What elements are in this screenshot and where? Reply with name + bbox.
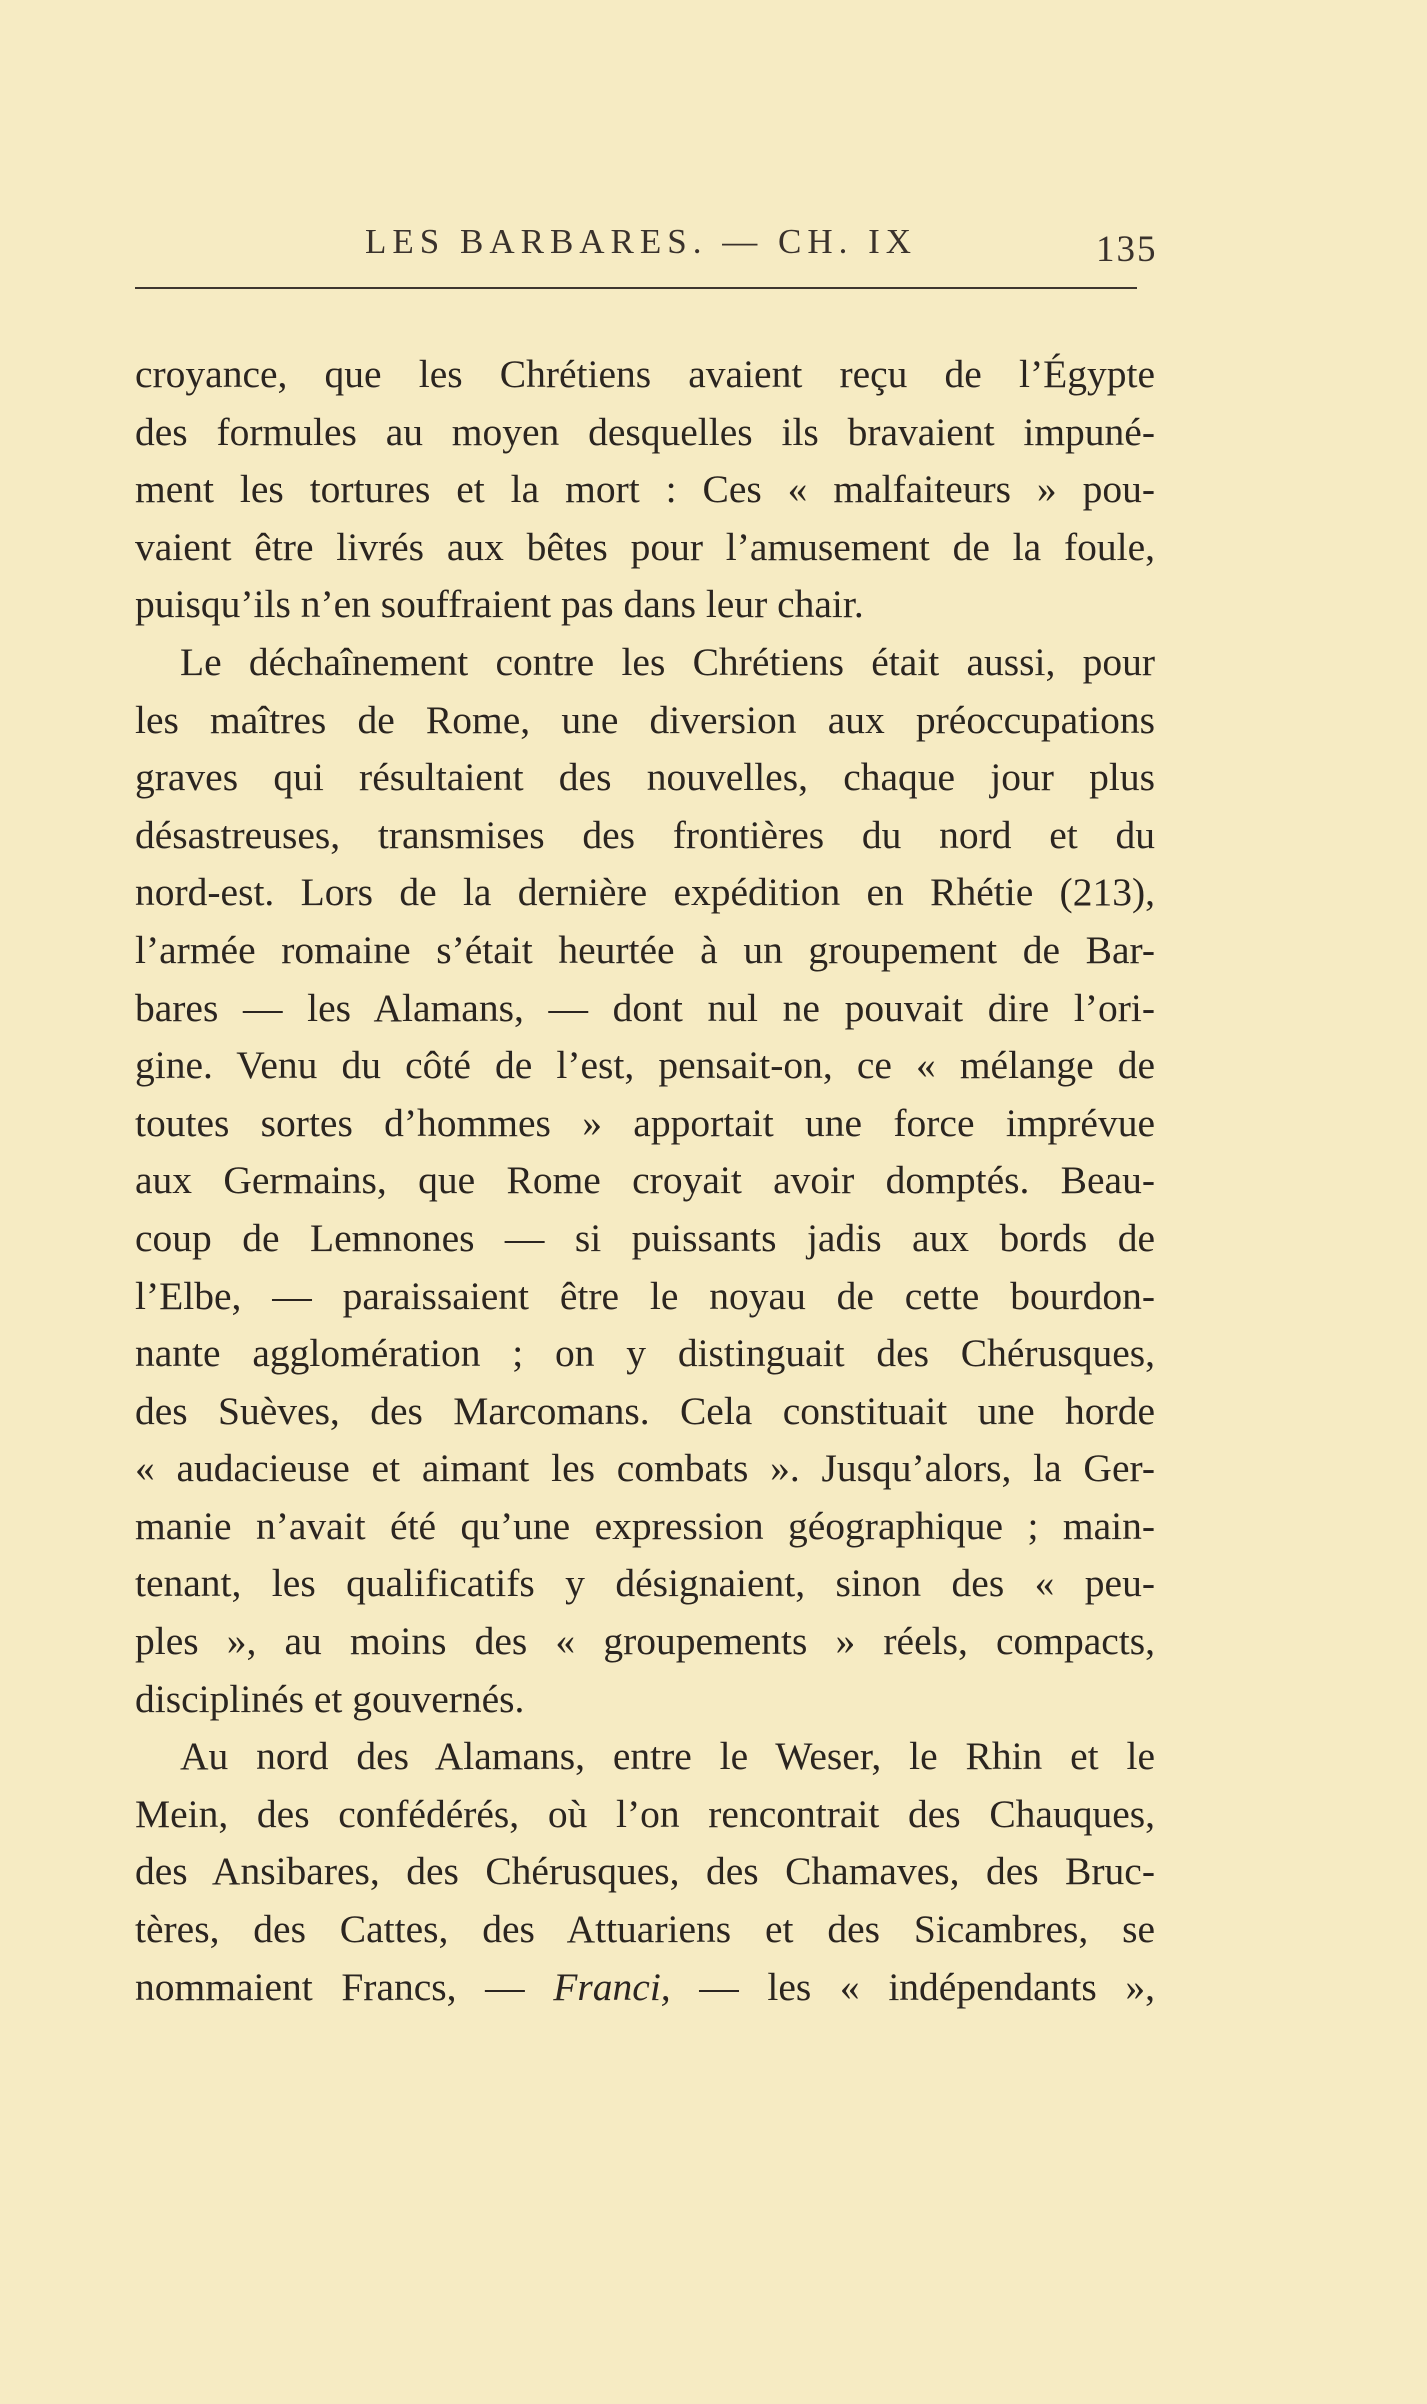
text-line: ment les tortures et la mort : Ces « malfaiteurs » pou- [135, 467, 1155, 512]
text-line: graves qui résultaient des nouvelles, chaque jour plus [135, 755, 1155, 800]
text-line: l’Elbe, — paraissaient être le noyau de cette bourdon- [135, 1273, 1155, 1318]
text-line: manie n’avait été qu’une expression géographique ; main- [135, 1503, 1155, 1548]
text-line: tenant, les qualificatifs y désignaient, sinon des « peu- [135, 1561, 1155, 1606]
text-line: aux Germains, que Rome croyait avoir domptés. Beau- [135, 1158, 1155, 1203]
header-rule [135, 287, 1137, 289]
text-line: « audacieuse et aimant les combats ». Jusqu’alors, la Ger- [135, 1446, 1155, 1491]
text-line: des Suèves, des Marcomans. Cela constituait une horde [135, 1388, 1155, 1433]
text-line: gine. Venu du côté de l’est, pensait-on, ce « mélange de [135, 1043, 1155, 1088]
text-line: Mein, des confédérés, où l’on rencontrait des Chauques, [135, 1791, 1155, 1836]
text-line: coup de Lemnones — si puissants jadis aux bords de [135, 1215, 1155, 1260]
paragraph-first-line: Le déchaînement contre les Chrétiens était aussi, pour [180, 639, 1155, 684]
running-title: LES BARBARES. — CH. IX [365, 222, 918, 261]
body-text [135, 346, 1155, 2016]
text-fragment: — les « indépendants », [670, 1964, 1155, 2009]
text-line-last [135, 1959, 1155, 2017]
text-line: tères, des Cattes, des Attuariens et des Sicambres, se [135, 1907, 1155, 1952]
text-line: croyance, que les Chrétiens avaient reçu de l’Égypte [135, 352, 1155, 396]
text-line: puisqu’ils n’en souffraient pas dans leur chair. [135, 582, 864, 627]
text-line: les maîtres de Rome, une diversion aux préoccupations [135, 697, 1155, 742]
page-number: 135 [1096, 229, 1158, 270]
text-line: l’armée romaine s’était heurtée à un groupement de Bar- [135, 927, 1155, 972]
text-line: ples », au moins des « groupements » réels, compacts, [135, 1619, 1155, 1664]
text-line: bares — les Alamans, — dont nul ne pouvait dire l’ori- [135, 985, 1155, 1030]
paragraph-first-line: Au nord des Alamans, entre le Weser, le Rhin et le [180, 1734, 1155, 1779]
text-line: des Ansibares, des Chérusques, des Chamaves, des Bruc- [135, 1849, 1155, 1894]
text-line: nord-est. Lors de la dernière expédition en Rhétie (213), [135, 870, 1155, 915]
text-line: vaient être livrés aux bêtes pour l’amusement de la foule, [135, 524, 1155, 569]
text-line: nante agglomération ; on y distinguait des Chérusques, [135, 1331, 1155, 1376]
text-line: désastreuses, transmises des frontières du nord et du [135, 812, 1155, 857]
running-head [0, 222, 1427, 272]
text-line: des formules au moyen desquelles ils bravaient impuné- [135, 409, 1155, 454]
italic-term: Franci, [553, 1964, 671, 2009]
text-line: toutes sortes d’hommes » apportait une force imprévue [135, 1100, 1155, 1145]
text-line: disciplinés et gouvernés. [135, 1676, 525, 1721]
text-fragment: nommaient Francs, — [135, 1964, 554, 2009]
